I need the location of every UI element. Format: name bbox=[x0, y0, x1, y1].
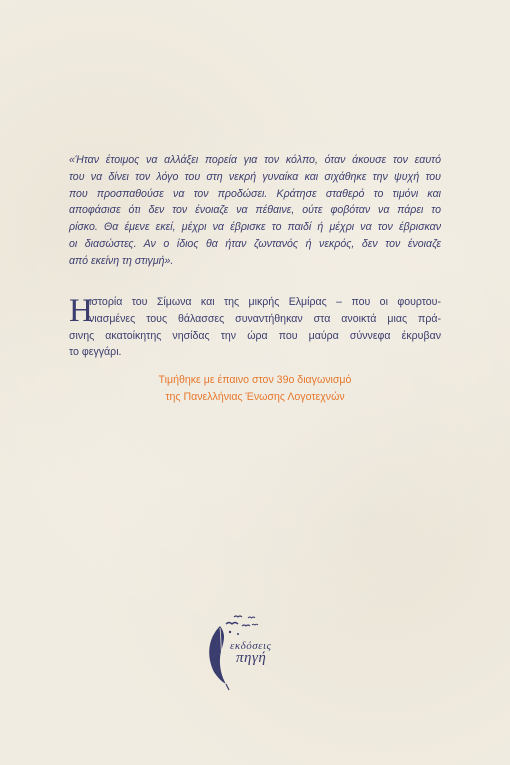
quote-excerpt bbox=[69, 152, 441, 270]
quote-line: από εκείνη τη στιγμή». bbox=[69, 254, 174, 267]
story-line: νιασμένες τους θάλασσες συναντήθηκαν στα ανοικτά μιας πρά- bbox=[89, 312, 441, 325]
publisher-name bbox=[230, 640, 310, 667]
story-summary bbox=[69, 294, 441, 361]
story-line: σινης ακατοίκητης νησίδας την ώρα που μαύρα σύννεφα έκρυβαν bbox=[69, 329, 441, 342]
quote-line: «Ήταν έτοιμος να αλλάξει πορεία για τον κόλπο, όταν άκουσε τον εαυτό bbox=[69, 154, 441, 166]
quote-line: αποφάσισε ότι δεν τον ένοιαζε να πέθαινε, ούτε φοβόταν να πάρει το bbox=[69, 204, 441, 217]
award-line: Τιμήθηκε με έπαινο στον 39ο διαγωνισμό bbox=[158, 374, 352, 386]
award-note bbox=[69, 372, 441, 406]
drop-cap: Η bbox=[69, 293, 93, 329]
story-line: ιστορία του Σίμωνα και της μικρής Ελμίρας – που οι φουρτου- bbox=[89, 296, 441, 308]
story-line: το φεγγάρι. bbox=[69, 346, 122, 359]
quote-line: οι διασώστες. Αν ο ίδιος θα ήταν ζωντανός ή νεκρός, δεν τον ένοιαζε bbox=[69, 237, 441, 250]
quote-line: που προσπαθούσε να τον προδώσει. Κράτησε σταθερό το τιμόνι και bbox=[69, 187, 441, 200]
quote-line: του να δίνει τον λόγο του στη νεκρή γυναίκα και σιχάθηκε την ψυχή του bbox=[69, 170, 441, 183]
publisher-line: εκδόσεις bbox=[230, 640, 272, 652]
publisher-line: πηγή bbox=[236, 650, 267, 666]
quote-line: ρίσκο. Θα έμενε εκεί, μέχρι να έβρισκε το παιδί ή μέχρι να τον έβρισκαν bbox=[69, 221, 441, 234]
award-line: της Πανελλήνιας Ένωσης Λογοτεχνών bbox=[165, 391, 345, 403]
